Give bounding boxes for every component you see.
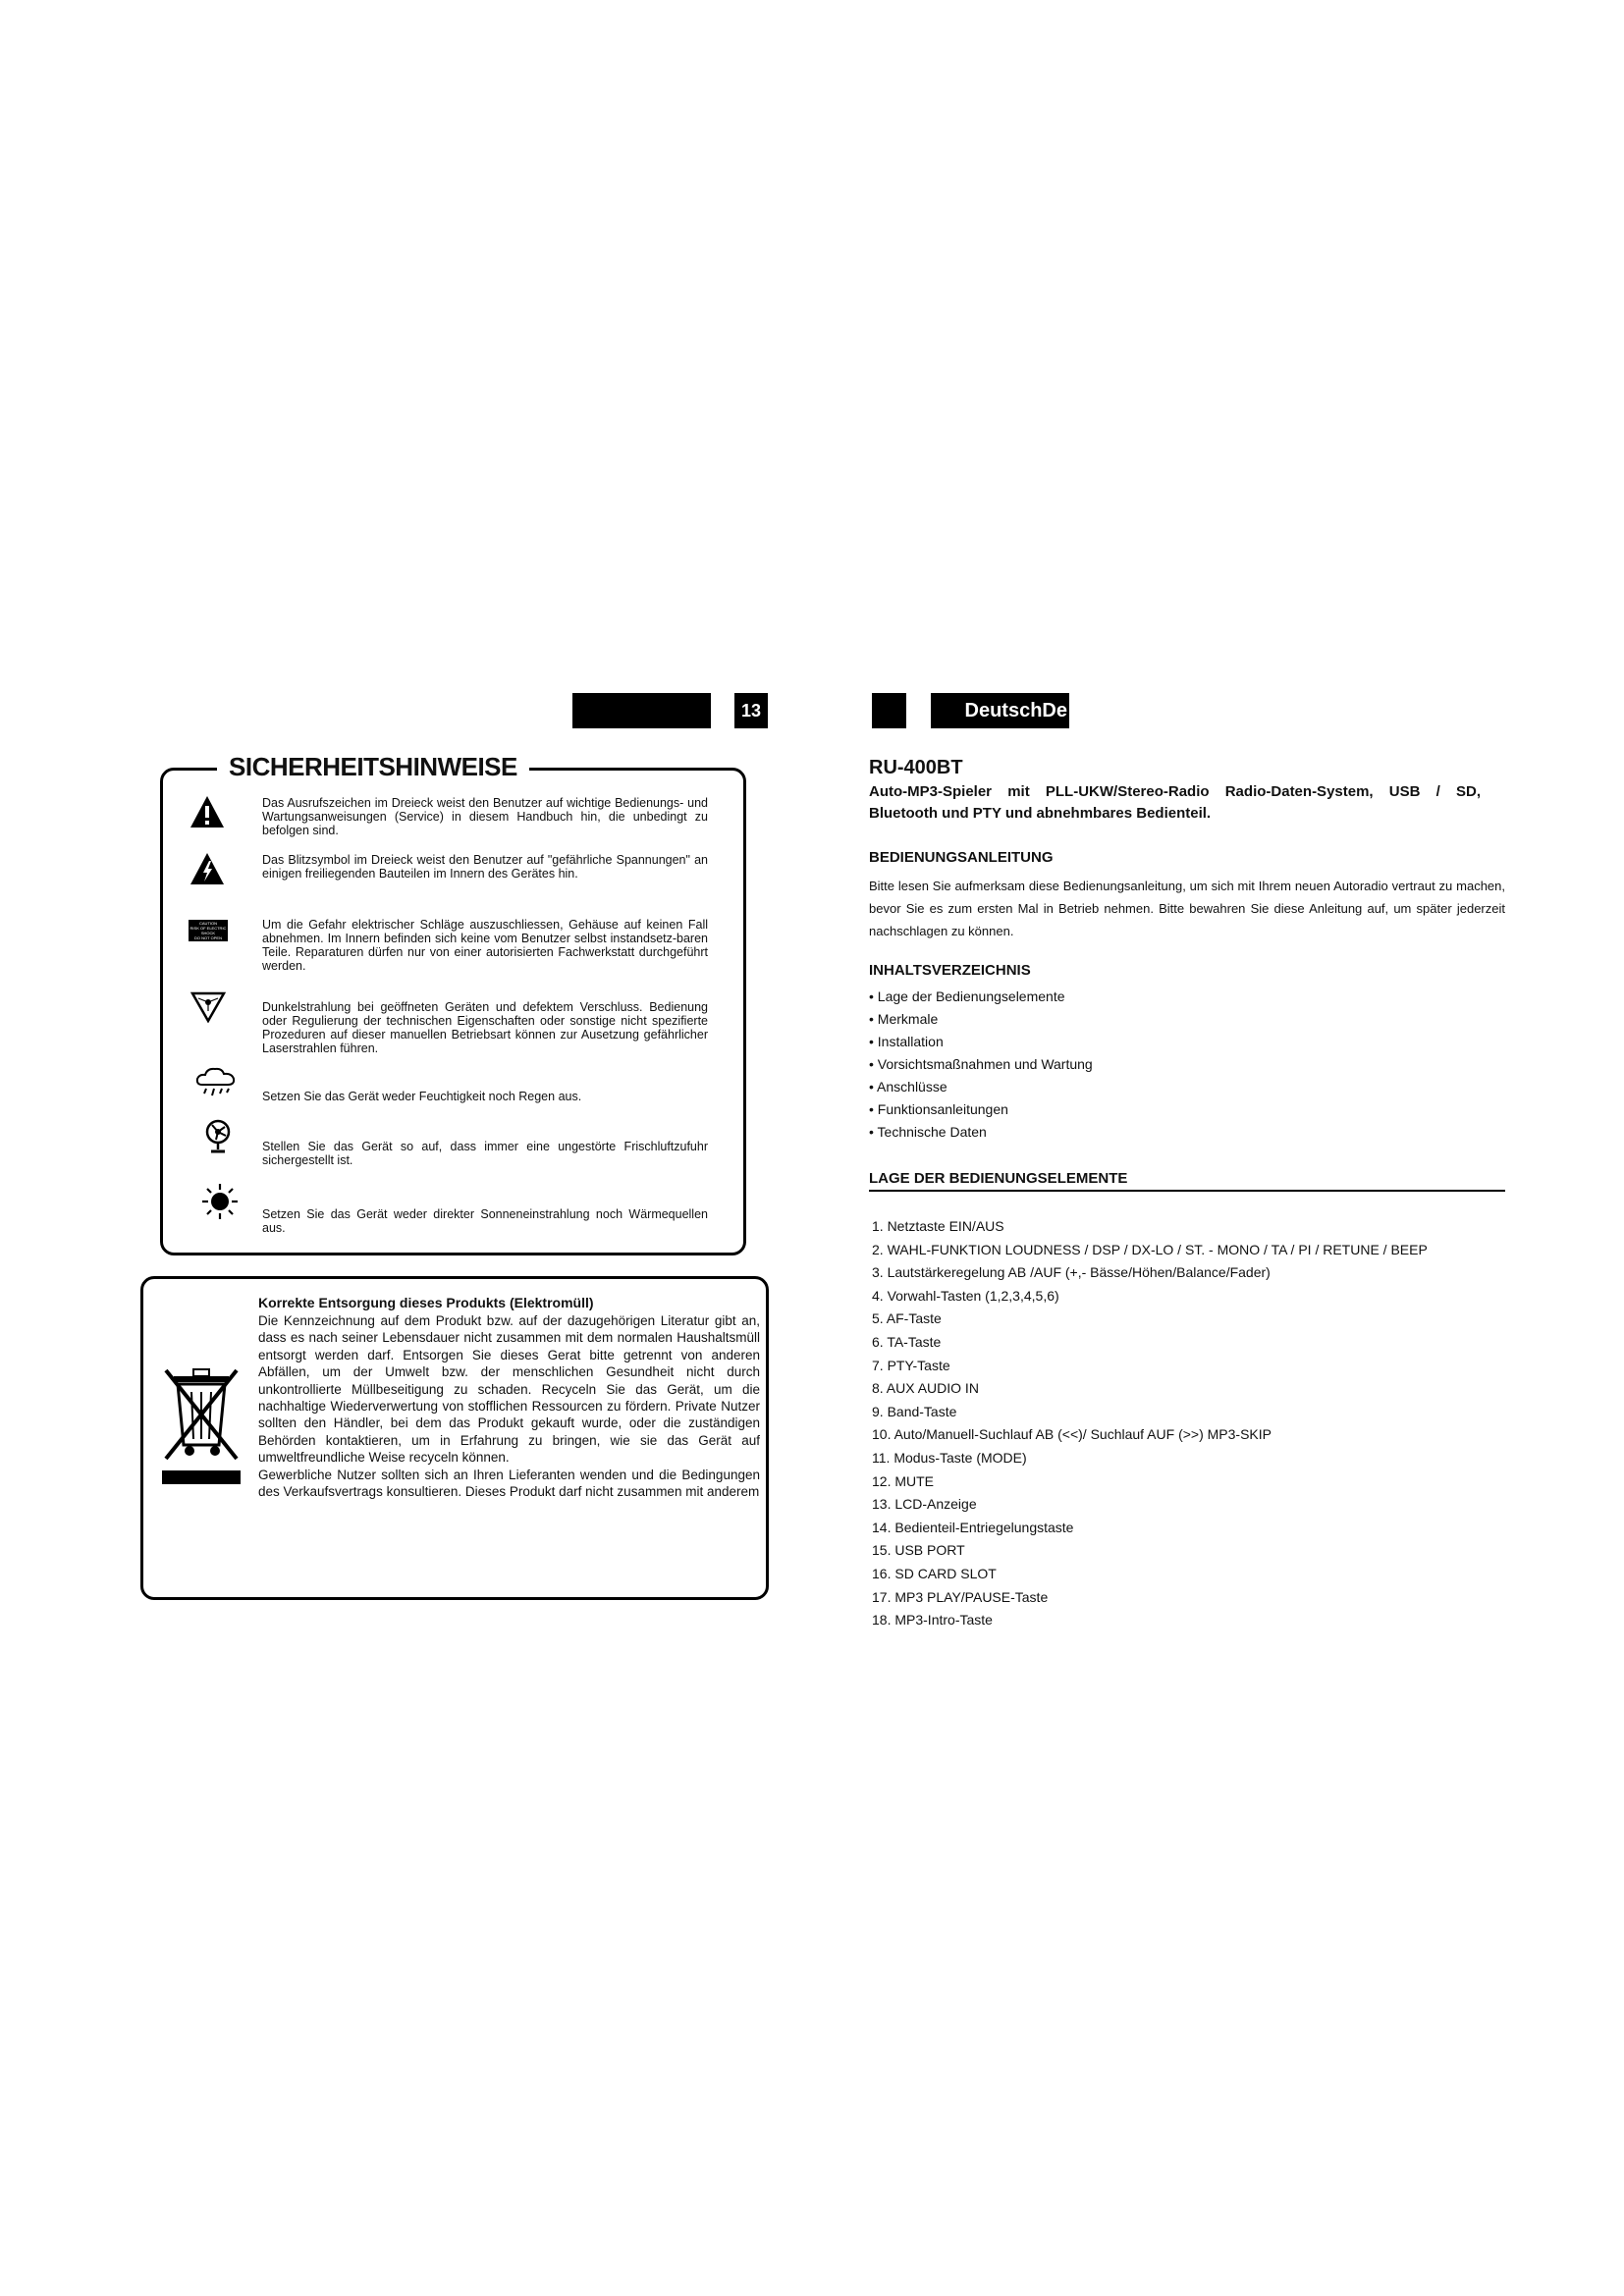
control-item: 1. Netztaste EIN/AUS <box>872 1218 1004 1234</box>
crossed-bin-icon <box>160 1364 243 1487</box>
contents-item: • Funktionsanleitungen <box>869 1098 1093 1121</box>
safety-item-text: Stellen Sie das Gerät so auf, dass immer eine ungestörte Frischluftzufuhr sichergestellt ist. <box>262 1140 708 1167</box>
caution-label-line: SHOCK <box>200 931 216 935</box>
safety-item-text: Das Blitzsymbol im Dreieck weist den Benutzer auf "gefährliche Spannungen" an einigen freiliegenden Bauteilen im Innern des Gerätes hin. <box>262 853 708 881</box>
control-item: 6. TA-Taste <box>872 1333 942 1350</box>
safety-title: SICHERHEITSHINWEISE <box>217 752 529 782</box>
contents-item: • Lage der Bedienungselemente <box>869 986 1093 1008</box>
controls-heading: LAGE DER BEDIENUNGSELEMENTE <box>869 1170 1128 1187</box>
contents-item: • Installation <box>869 1031 1093 1053</box>
control-item: 2. WAHL-FUNKTION LOUDNESS / DSP / DX-LO / ST. - MONO / TA / PI / RETUNE / BEEP <box>872 1241 1428 1257</box>
manual-heading: BEDIENUNGSANLEITUNG <box>869 849 1054 866</box>
control-item: 18. MP3-Intro-Taste <box>872 1612 993 1629</box>
fan-icon <box>203 1119 233 1154</box>
heading-rule <box>869 1190 1505 1192</box>
sun-icon <box>200 1182 240 1221</box>
control-item: 17. MP3 PLAY/PAUSE-Taste <box>872 1588 1049 1605</box>
caution-label-line: DO NOT OPEN <box>194 935 222 940</box>
control-item: 11. Modus-Taste (MODE) <box>872 1449 1027 1466</box>
control-item: 4. Vorwahl-Tasten (1,2,3,4,5,6) <box>872 1287 1059 1304</box>
control-item: 14. Bedienteil-Entriegelungstaste <box>872 1519 1074 1535</box>
control-item: 7. PTY-Taste <box>872 1357 950 1373</box>
caution-label-line: CAUTION <box>199 921 217 926</box>
header-black-square <box>872 693 906 728</box>
disposal-paragraph: Gewerbliche Nutzer sollten sich an Ihren Lieferanten wenden und die Bedingungen des Verkaufsvertrags konsultieren. Dieses Produkt darf nicht zusammen mit anderem <box>258 1467 760 1500</box>
disposal-paragraph: Die Kennzeichnung auf dem Produkt bzw. auf der dazugehörigen Literatur gibt an, dass es nach seiner Lebensdauer nicht zusammen mit dem normalen Haushaltsmüll entsorgt werden darf. Entsorgen Sie dieses Gerat bitte getrennt von anderen Abfällen, um der Umwelt bzw. der menschlichen Gesundheit nicht durch unkontrollierte Müllbeseitigung zu schaden. Recyceln Sie das Gerät, um die nachhaltige Wiederverwertung von stofflichen Ressourcen zu fördern. Private Nutzer sollten den Händler, bei dem das Produkt gekauft wurde, oder die zuständigen Behörden kontaktieren, um in Erfahrung zu bringen, wie sie das Gerät auf umweltfreundliche Weise recyceln können. <box>258 1313 760 1466</box>
control-item: 5. AF-Taste <box>872 1310 942 1327</box>
caution-label-line: RISK OF ELECTRIC <box>189 926 227 931</box>
control-item: 13. LCD-Anzeige <box>872 1496 977 1513</box>
exclamation-triangle-icon <box>189 795 225 828</box>
contents-item: • Merkmale <box>869 1008 1093 1031</box>
control-item: 16. SD CARD SLOT <box>872 1565 997 1581</box>
contents-item: • Vorsichtsmaßnahmen und Wartung <box>869 1053 1093 1076</box>
contents-list <box>869 986 1093 1144</box>
header-black-bar-left <box>572 693 711 728</box>
product-model: RU-400BT <box>869 757 963 778</box>
safety-item-text: Das Ausrufszeichen im Dreieck weist den Benutzer auf wichtige Bedienungs- und Wartungsanweisungen (Service) in diesem Handbuch hin, die unbedingt zu befolgen sind. <box>262 796 708 837</box>
disposal-title: Korrekte Entsorgung dieses Produkts (Elektromüll) <box>258 1295 594 1310</box>
contents-item: • Technische Daten <box>869 1121 1093 1144</box>
control-item: 9. Band-Taste <box>872 1403 957 1419</box>
laser-warning-icon <box>190 991 226 1023</box>
disposal-text <box>258 1312 760 1500</box>
contents-item: • Anschlüsse <box>869 1076 1093 1098</box>
control-item: 12. MUTE <box>872 1472 935 1489</box>
product-subtitle: Auto-MP3-Spieler mit PLL-UKW/Stereo-Radio Radio-Daten-System, USB / SD, Bluetooth und PTY und abnehmbares Bedienteil. <box>869 783 1481 822</box>
control-item: 8. AUX AUDIO IN <box>872 1380 979 1397</box>
control-item: 3. Lautstärkeregelung AB /AUF (+,- Bässe/Höhen/Balance/Fader) <box>872 1264 1271 1281</box>
safety-item-text: Um die Gefahr elektrischer Schläge auszuschliessen, Gehäuse auf keinen Fall abnehmen. Im Innern befinden sich keine vom Benutzer selbst instandsetz-baren Teile. Reparaturen dürfen nur von einer autorisierten Fachwerkstatt durchgeführt werden. <box>262 918 708 973</box>
lightning-triangle-icon <box>189 852 225 885</box>
controls-list <box>872 1215 1428 1632</box>
control-item: 10. Auto/Manuell-Suchlauf AB (<<)/ Suchlauf AUF (>>) MP3-SKIP <box>872 1426 1272 1443</box>
manual-text: Bitte lesen Sie aufmerksam diese Bedienungsanleitung, um sich mit Ihrem neuen Autoradio vertraut zu machen, bevor Sie es zum ersten Mal in Betrieb nehmen. Bitte bewahren Sie diese Anleitung auf, um später jederzeit nachschlagen zu können. <box>869 879 1505 938</box>
safety-item-text: Setzen Sie das Gerät weder Feuchtigkeit noch Regen aus. <box>262 1090 582 1103</box>
contents-heading: INHALTSVERZEICHNIS <box>869 962 1031 979</box>
safety-item-text: Dunkelstrahlung bei geöffneten Geräten und defektem Verschluss. Bedienung oder Regulierung der technischen Eigenschaften oder sonstige nicht spezifierte Prozeduren auf dieser manuellen Betriebsart können zur Ausetzung gefährlicher Laserstrahlen führen. <box>262 1000 708 1055</box>
language-tab: DeutschDe <box>931 693 1069 728</box>
page-number: 13 <box>734 693 768 728</box>
safety-item-text: Setzen Sie das Gerät weder direkter Sonneneinstrahlung noch Wärmequellen aus. <box>262 1207 708 1235</box>
control-item: 15. USB PORT <box>872 1542 965 1559</box>
rain-cloud-icon <box>194 1065 238 1100</box>
caution-label-icon <box>189 920 228 941</box>
